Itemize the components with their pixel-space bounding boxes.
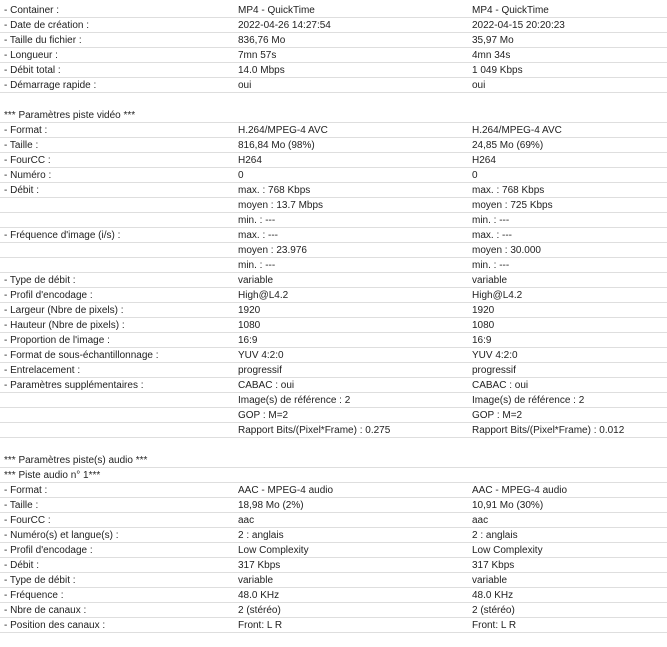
row-label: - Largeur (Nbre de pixels) : (4, 305, 124, 316)
file1-value: AAC - MPEG-4 audio (238, 485, 334, 496)
info-table (0, 3, 667, 633)
file2-value: Image(s) de référence : 2 (472, 395, 585, 406)
row-label: - Fréquence d'image (i/s) : (4, 230, 121, 241)
table-row (0, 168, 667, 183)
table-row (0, 3, 667, 18)
file2-value: 16:9 (472, 335, 492, 346)
table-row (0, 18, 667, 33)
file2-value: max. : --- (472, 230, 512, 241)
file2-value: moyen : 725 Kbps (472, 200, 553, 211)
file1-value: 1920 (238, 305, 261, 316)
file2-value: AAC - MPEG-4 audio (472, 485, 568, 496)
clipped-top-edge (0, 0, 667, 3)
row-label: - Taille : (4, 500, 39, 511)
row-label: - Format de sous-échantillonnage : (4, 350, 159, 361)
row-label: - Position des canaux : (4, 620, 106, 631)
file2-value: min. : --- (472, 260, 510, 271)
file2-value: GOP : M=2 (472, 410, 523, 421)
file1-value: 48.0 KHz (238, 590, 280, 601)
file1-value: variable (238, 275, 274, 286)
file1-value: max. : --- (238, 230, 278, 241)
file2-value: 1080 (472, 320, 495, 331)
table-row (0, 198, 667, 213)
row-label: - Numéro : (4, 170, 52, 181)
file1-value: H.264/MPEG-4 AVC (238, 125, 328, 136)
row-label: - Fréquence : (4, 590, 64, 601)
table-row (0, 543, 667, 558)
file1-value: moyen : 13.7 Mbps (238, 200, 324, 211)
file1-value: 2022-04-26 14:27:54 (238, 20, 331, 31)
file1-value: Image(s) de référence : 2 (238, 395, 351, 406)
table-row (0, 183, 667, 198)
row-label: - Longueur : (4, 50, 58, 61)
file1-value: 816,84 Mo (98%) (238, 140, 315, 151)
row-label: - Container : (4, 5, 60, 16)
table-row (0, 243, 667, 258)
file1-value: Rapport Bits/(Pixel*Frame) : 0.275 (238, 425, 391, 436)
file1-value: MP4 - QuickTime (238, 5, 315, 16)
file2-value: 4mn 34s (472, 50, 511, 61)
row-label: - Démarrage rapide : (4, 80, 97, 91)
file2-value: variable (472, 275, 508, 286)
row-label: - Débit : (4, 185, 40, 196)
file1-value: 317 Kbps (238, 560, 281, 571)
file1-value: min. : --- (238, 260, 276, 271)
file1-value: 836,76 Mo (238, 35, 286, 46)
file2-value: aac (472, 515, 489, 526)
file1-value: High@L4.2 (238, 290, 289, 301)
file1-value: Front: L R (238, 620, 283, 631)
table-row (0, 573, 667, 588)
row-label: - Nbre de canaux : (4, 605, 87, 616)
table-row (0, 318, 667, 333)
row-label: - Numéro(s) et langue(s) : (4, 530, 119, 541)
row-label: - Format : (4, 125, 48, 136)
file2-value: 10,91 Mo (30%) (472, 500, 544, 511)
file1-value: Low Complexity (238, 545, 309, 556)
table-row (0, 123, 667, 138)
file2-value: YUV 4:2:0 (472, 350, 518, 361)
file2-value: min. : --- (472, 215, 510, 226)
table-row (0, 78, 667, 93)
file1-value: moyen : 23.976 (238, 245, 307, 256)
table-row (0, 33, 667, 48)
file2-value: Rapport Bits/(Pixel*Frame) : 0.012 (472, 425, 625, 436)
file1-value: 2 : anglais (238, 530, 284, 541)
row-label: - Date de création : (4, 20, 90, 31)
file1-value: min. : --- (238, 215, 276, 226)
file2-value: Front: L R (472, 620, 517, 631)
file1-value: 0 (238, 170, 244, 181)
table-row (0, 213, 667, 228)
file2-value: variable (472, 575, 508, 586)
row-label: - Taille du fichier : (4, 35, 82, 46)
file1-value: 2 (stéréo) (238, 605, 281, 616)
table-row (0, 63, 667, 78)
file2-value: 0 (472, 170, 478, 181)
file1-value: 16:9 (238, 335, 258, 346)
file1-value: 18,98 Mo (2%) (238, 500, 304, 511)
table-row (0, 258, 667, 273)
file2-value: Low Complexity (472, 545, 543, 556)
file2-value: CABAC : oui (472, 380, 529, 391)
table-row (0, 348, 667, 363)
row-label: - FourCC : (4, 515, 51, 526)
table-row (0, 93, 667, 108)
table-row (0, 453, 667, 468)
table-row (0, 588, 667, 603)
table-row (0, 273, 667, 288)
file2-value: 24,85 Mo (69%) (472, 140, 544, 151)
row-label: - Paramètres supplémentaires : (4, 380, 144, 391)
file2-value: 2 : anglais (472, 530, 518, 541)
table-row (0, 228, 667, 243)
table-row (0, 153, 667, 168)
row-label: *** Paramètres piste(s) audio *** (4, 455, 148, 466)
file2-value: oui (472, 80, 486, 91)
row-label: *** Paramètres piste vidéo *** (4, 110, 136, 121)
table-row (0, 378, 667, 393)
table-row (0, 483, 667, 498)
table-row (0, 528, 667, 543)
file2-value: MP4 - QuickTime (472, 5, 549, 16)
file1-value: CABAC : oui (238, 380, 295, 391)
row-label: *** Piste audio n° 1*** (4, 470, 101, 481)
file2-value: High@L4.2 (472, 290, 523, 301)
file2-value: H264 (472, 155, 496, 166)
file1-value: GOP : M=2 (238, 410, 289, 421)
table-row (0, 138, 667, 153)
table-row (0, 333, 667, 348)
row-label: - Entrelacement : (4, 365, 81, 376)
file1-value: oui (238, 80, 252, 91)
row-label: - Type de débit : (4, 575, 76, 586)
table-row (0, 363, 667, 378)
table-row (0, 108, 667, 123)
file2-value: 317 Kbps (472, 560, 515, 571)
row-label: - Taille : (4, 140, 39, 151)
row-label: - Débit : (4, 560, 40, 571)
table-row (0, 393, 667, 408)
file1-value: H264 (238, 155, 262, 166)
file2-value: 2 (stéréo) (472, 605, 515, 616)
table-row (0, 618, 667, 633)
table-row (0, 468, 667, 483)
file2-value: H.264/MPEG-4 AVC (472, 125, 562, 136)
table-row (0, 513, 667, 528)
row-label: - FourCC : (4, 155, 51, 166)
table-row (0, 288, 667, 303)
file2-value: 1920 (472, 305, 495, 316)
row-label: - Profil d'encodage : (4, 545, 93, 556)
table-row (0, 408, 667, 423)
table-row (0, 498, 667, 513)
file1-value: 14.0 Mbps (238, 65, 285, 76)
file2-value: moyen : 30.000 (472, 245, 541, 256)
file2-value: 48.0 KHz (472, 590, 514, 601)
file2-value: 35,97 Mo (472, 35, 514, 46)
file2-value: progressif (472, 365, 516, 376)
file1-value: 1080 (238, 320, 261, 331)
row-label: - Hauteur (Nbre de pixels) : (4, 320, 125, 331)
file2-value: 1 049 Kbps (472, 65, 523, 76)
file1-value: aac (238, 515, 255, 526)
table-row (0, 438, 667, 453)
row-label: - Format : (4, 485, 48, 496)
file2-value: 2022-04-15 20:20:23 (472, 20, 565, 31)
file1-value: 7mn 57s (238, 50, 277, 61)
table-row (0, 558, 667, 573)
file1-value: YUV 4:2:0 (238, 350, 284, 361)
table-row (0, 603, 667, 618)
file1-value: progressif (238, 365, 282, 376)
table-row (0, 303, 667, 318)
table-row (0, 423, 667, 438)
row-label: - Type de débit : (4, 275, 76, 286)
table-row (0, 48, 667, 63)
file1-value: variable (238, 575, 274, 586)
file2-value: max. : 768 Kbps (472, 185, 545, 196)
row-label: - Débit total : (4, 65, 61, 76)
row-label: - Profil d'encodage : (4, 290, 93, 301)
file1-value: max. : 768 Kbps (238, 185, 311, 196)
row-label: - Proportion de l'image : (4, 335, 110, 346)
